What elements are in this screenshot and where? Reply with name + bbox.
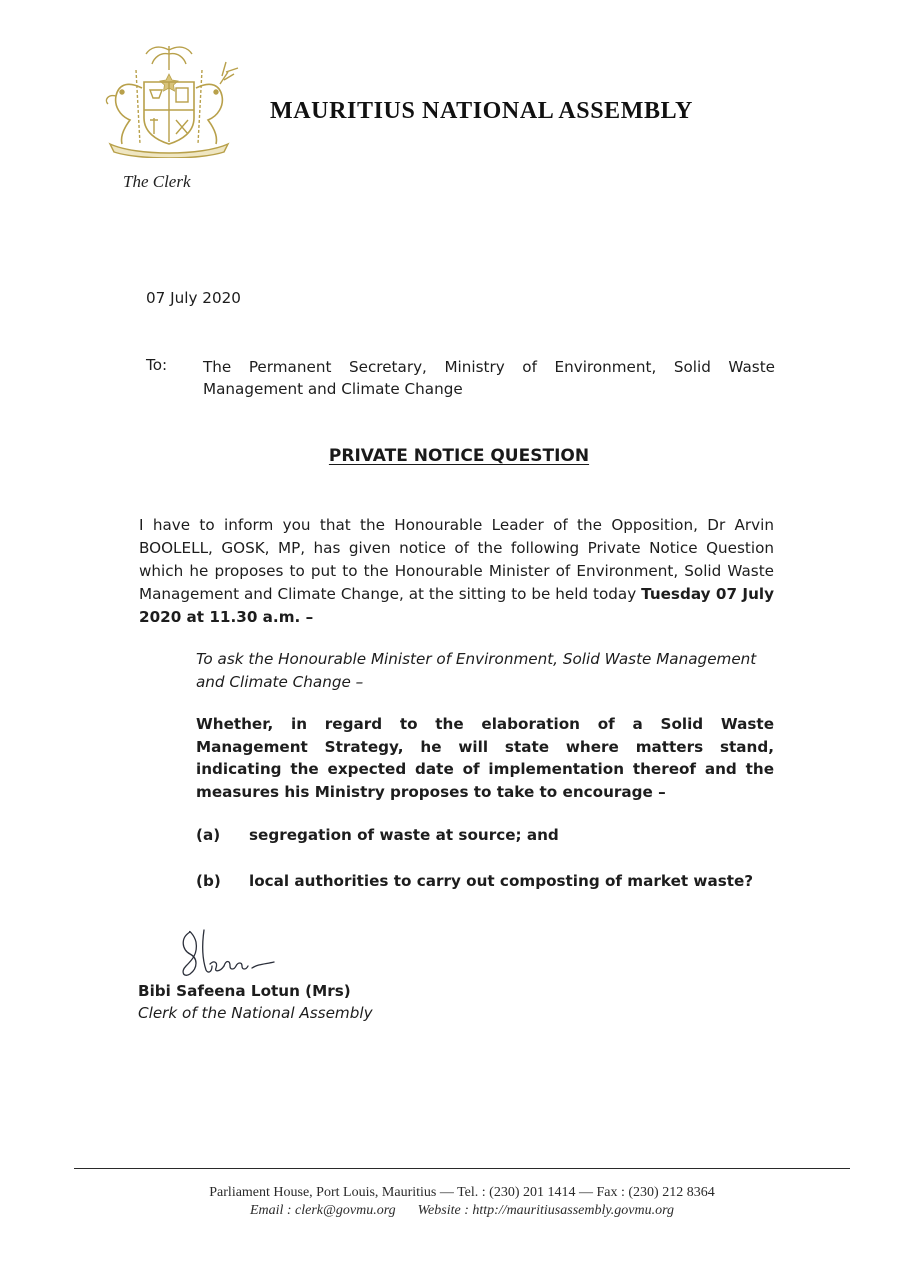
office-caption: The Clerk (123, 172, 191, 191)
footer-website: Website : http://mauritiusassembly.govmu.org (417, 1203, 675, 1218)
footer-contact (0, 1203, 904, 1219)
notice-paragraph-text: I have to inform you that the Honourable Leader of the Opposition, Dr Arvin BOOLELL, GOSK, MP, has given notice of the following Private Notice Question which he proposes to put to the Honourable Minister of Environment, Solid Waste Management and Climate Change, at the sitting to be held today (139, 516, 774, 603)
list-item-marker: (b) (196, 872, 221, 890)
footer-divider (74, 1168, 850, 1169)
document-heading: PRIVATE NOTICE QUESTION (328, 446, 590, 466)
footer-email: Email : clerk@govmu.org (249, 1203, 396, 1218)
sitting-date: Tuesday 07 July 2020 at 11.30 a.m. – (139, 585, 774, 626)
question-paragraph: Whether, in regard to the elaboration of a Solid Waste Management Strategy, he will state where matters stand, indicating the expected date of implementation thereof and the measures his Ministry proposes to take to encourage – (196, 715, 774, 801)
recipient-label: To: (146, 356, 168, 374)
assembly-title: MAURITIUS NATIONAL ASSEMBLY (270, 98, 693, 124)
coat-of-arms-icon (96, 40, 242, 158)
list-item-marker: (a) (196, 826, 221, 844)
list-item: segregation of waste at source; and (249, 826, 559, 844)
list-item: local authorities to carry out composting of market waste? (249, 872, 754, 890)
signatory-name: Bibi Safeena Lotun (Mrs) (138, 982, 351, 1000)
recipient-text: The Permanent Secretary, Ministry of Environment, Solid Waste Management and Climate Change (203, 358, 775, 398)
signatory-role: Clerk of the National Assembly (138, 1004, 373, 1022)
ask-paragraph: To ask the Honourable Minister of Environment, Solid Waste Management and Climate Change – (196, 650, 757, 691)
letter-date: 07 July 2020 (146, 289, 241, 307)
handwritten-signature-icon (176, 924, 286, 984)
footer-address: Parliament House, Port Louis, Mauritius — Tel. : (230) 201 1414 — Fax : (230) 212 8364 (209, 1185, 715, 1200)
notice-paragraph (139, 514, 774, 629)
